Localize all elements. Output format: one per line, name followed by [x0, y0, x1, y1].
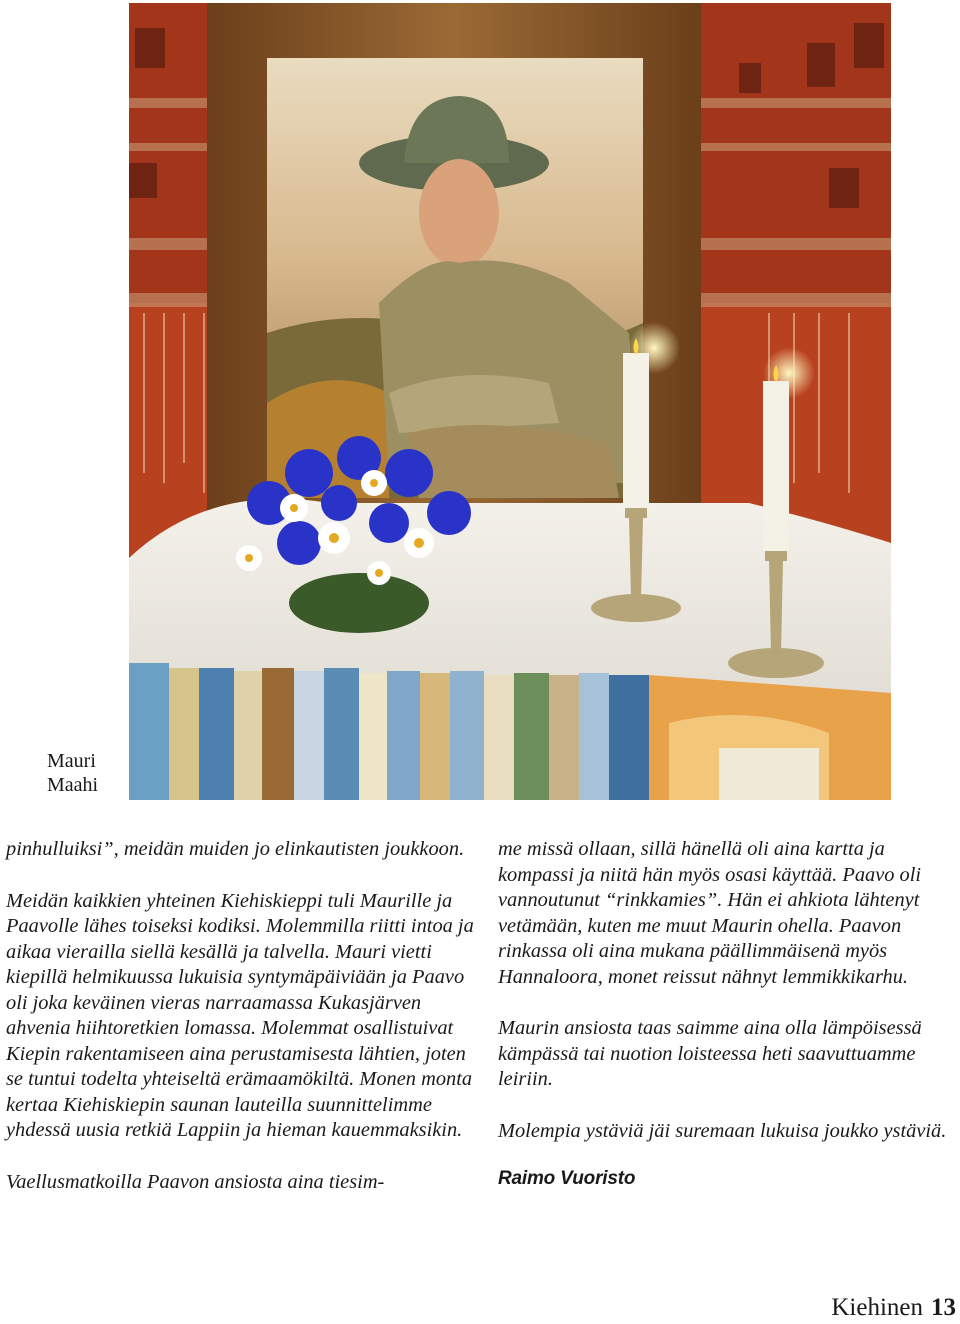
paragraph: Maurin ansiosta taas saimme aina olla lämpöisessä kämpässä tai nuotion loisteessa heti saavuttuamme leiriin.: [498, 1017, 922, 1090]
photo-caption: [47, 749, 127, 797]
left-text-column: [6, 837, 474, 1221]
publication-name: Kiehinen: [831, 1294, 923, 1321]
right-text-column: [498, 837, 960, 1192]
paragraph: Meidän kaikkien yhteinen Kiehiskieppi tuli Maurille ja Paavolle lähes toiseksi kodiksi. Molemmilla riitti intoa ja aikaa vierailla siellä kesällä ja talvella. Mauri vietti kiepillä helmikuussa lukuisia syntymäpäiviään ja Paavo oli joka keväinen vieras narraamassa Kukasjärven ahvenia hiihtoretkien lomassa. Molemmat osallistuivat Kiepin rakentamiseen aina perustamisesta lähtien, joten se tuntui todelta yhteiseltä erämaamökiltä. Monen monta kertaa Kiehiskiepin saunan lauteilla suunnittelimme yhdessä uusia retkiä Lappiin ja hieman kauemmaksikin.: [6, 889, 474, 1141]
caption-line-2: Maahi: [47, 774, 99, 796]
paragraph: me missä ollaan, sillä hänellä oli aina kartta ja kompassi ja niitä hän myös osasi käyttää. Paavo oli vannoutunut “rinkkamies”. Hän ei ahkiota lähtenyt vetämään, kuten me muut Maurin ohella. Paavon rinkassa oli aina mukana päällimmäisenä myös Hannaloora, monet reissut nähnyt lemmikkikarhu.: [498, 838, 922, 988]
memorial-photo: [129, 3, 891, 800]
caption-line-1: Mauri: [47, 750, 96, 772]
author-signature: Raimo Vuoristo: [498, 1168, 636, 1189]
paragraph: pinhulluiksi”, meidän muiden jo elinkautisten joukkoon.: [6, 838, 465, 860]
paragraph: Vaellusmatkoilla Paavon ansiosta aina tiesim-: [6, 1170, 385, 1193]
page-number: 13: [931, 1294, 956, 1321]
paragraph: Molempia ystäviä jäi suremaan lukuisa joukko ystäviä.: [498, 1119, 947, 1142]
page-footer: [831, 1293, 956, 1323]
